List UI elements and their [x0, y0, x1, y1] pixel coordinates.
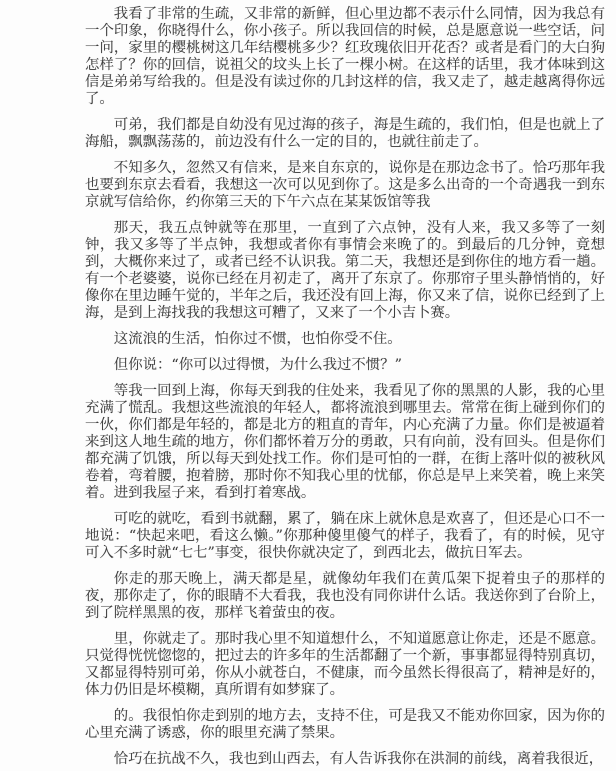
paragraph: 等我一回到上海，你每天到我的住处来，我看见了你的黑黑的人影，我的心里充满了慌乱。我想这些流浪的年轻人，都将流浪到哪里去。常常在街上碰到你们的一伙，你们都是年轻的，都是北方的粗直的青年，内心充满了力量。你们是被逼着来到这人地生疏的地方，你们都怀着万分的勇敢，只有向前，没有回头。但是你们都充满了饥饿，所以每天到处找工作。你们是可怕的一群，在街上落叶似的被秋风卷着，弯着腰，抱着膀，那时你不知我心里的忧郁，你总是早上来笑着，晚上来笑着。进到我屋子来，看到打着寒战。: [85, 383, 605, 501]
paragraph: 我看了非常的生疏，又非常的新鲜，但心里边都不表示什么同情，因为我总有一个印象，你晓得什么，你小孩子。所以我回信的时候，总是愿意说一些空话，问一问，家里的樱桃树这几年结樱桃多少？红玫瑰依旧开花否？或者是看门的大白狗怎样了？你的回信，说祖父的坟头上长了一棵小树。在这样的话里，我才体味到这信是弟弟写给我的。但是没有读过你的几封这样的信，我又走了，越走越离得你远了。: [85, 6, 605, 107]
paragraph: 那天，我五点钟就等在那里，一直到了六点钟，没有人来，我又多等了一刻钟，我又多等了半点钟，我想或者你有事情会来晚了的。到最后的几分钟，竟想到，大概你来过了，或者已经不认识我。第二天，我想还是到你住的地方看一趟。有一个老婆婆，说你已经在月初走了，离开了东京了。你那帘子里头静悄悄的，好像你在里边睡午觉的，半年之后，我还没有回上海，你又来了信，说你已经到了上海，是到上海找我的我想这可糟了，又来了一个小吉卜赛。: [85, 220, 605, 321]
paragraph: 的。我很怕你走到别的地方去，支持不住，可是我又不能劝你回家，因为你的心里充满了诱惑，你的眼里充满了禁果。: [85, 708, 605, 741]
paragraph: 里，你就走了。那时我心里不知道想什么，不知道愿意让你走，还是不愿意。只觉得恍恍惚惚的，把过去的许多年的生活都翻了一个新，事事都显得特别真切，又都显得特别可弟，你从小就苍白，不健康，而今虽然长得很高了，精神是好的，体力仍旧是坏模糊，真所谓有如梦寐了。: [85, 631, 605, 698]
paragraph: 这流浪的生活，怕你过不惯，也怕你受不住。: [113, 331, 402, 347]
paragraph: 不知多久，忽然又有信来，是来自东京的，说你是在那边念书了。恰巧那年我也要到东京去看看，我想这一次可以见到你了。这是多么出奇的一个奇遇我一到东京就写信给你，约你第三天的下午六点在某某饭馆等我: [85, 160, 605, 210]
paragraph: 可弟，我们都是自幼没有见过海的孩子，海是生疏的，我们怕，但是也就上了海船，飘飘荡荡的，前边没有什么一定的目的，也就往前走了。: [85, 117, 605, 150]
paragraph: 但你说：“你可以过得惯，为什么我过不惯？”: [113, 357, 402, 373]
paragraph: 恰巧在抗战不久，我也到山西去，有人告诉我你在洪洞的前线，离着我很近，: [113, 751, 604, 767]
paragraph: 你走的那天晚上，满天都是星，就像幼年我们在黄瓜架下捉着虫子的那样的夜，那你走了，你的眼睛不大看我，我也没有同你讲什么话。我送你到了台阶上，到了院样黑黑的夜，那样飞着萤虫的夜。: [85, 571, 605, 621]
paragraph: 可吃的就吃，看到书就翻，累了，躺在床上就休息是欢喜了，但还是心口不一地说：“快起来吧，看这么懒。”你那种傻里傻气的样子，我看了，有的时候，见守可入不多时就“七七”事变，很快你就决定了，到西北去，做抗日军去。: [85, 511, 605, 561]
